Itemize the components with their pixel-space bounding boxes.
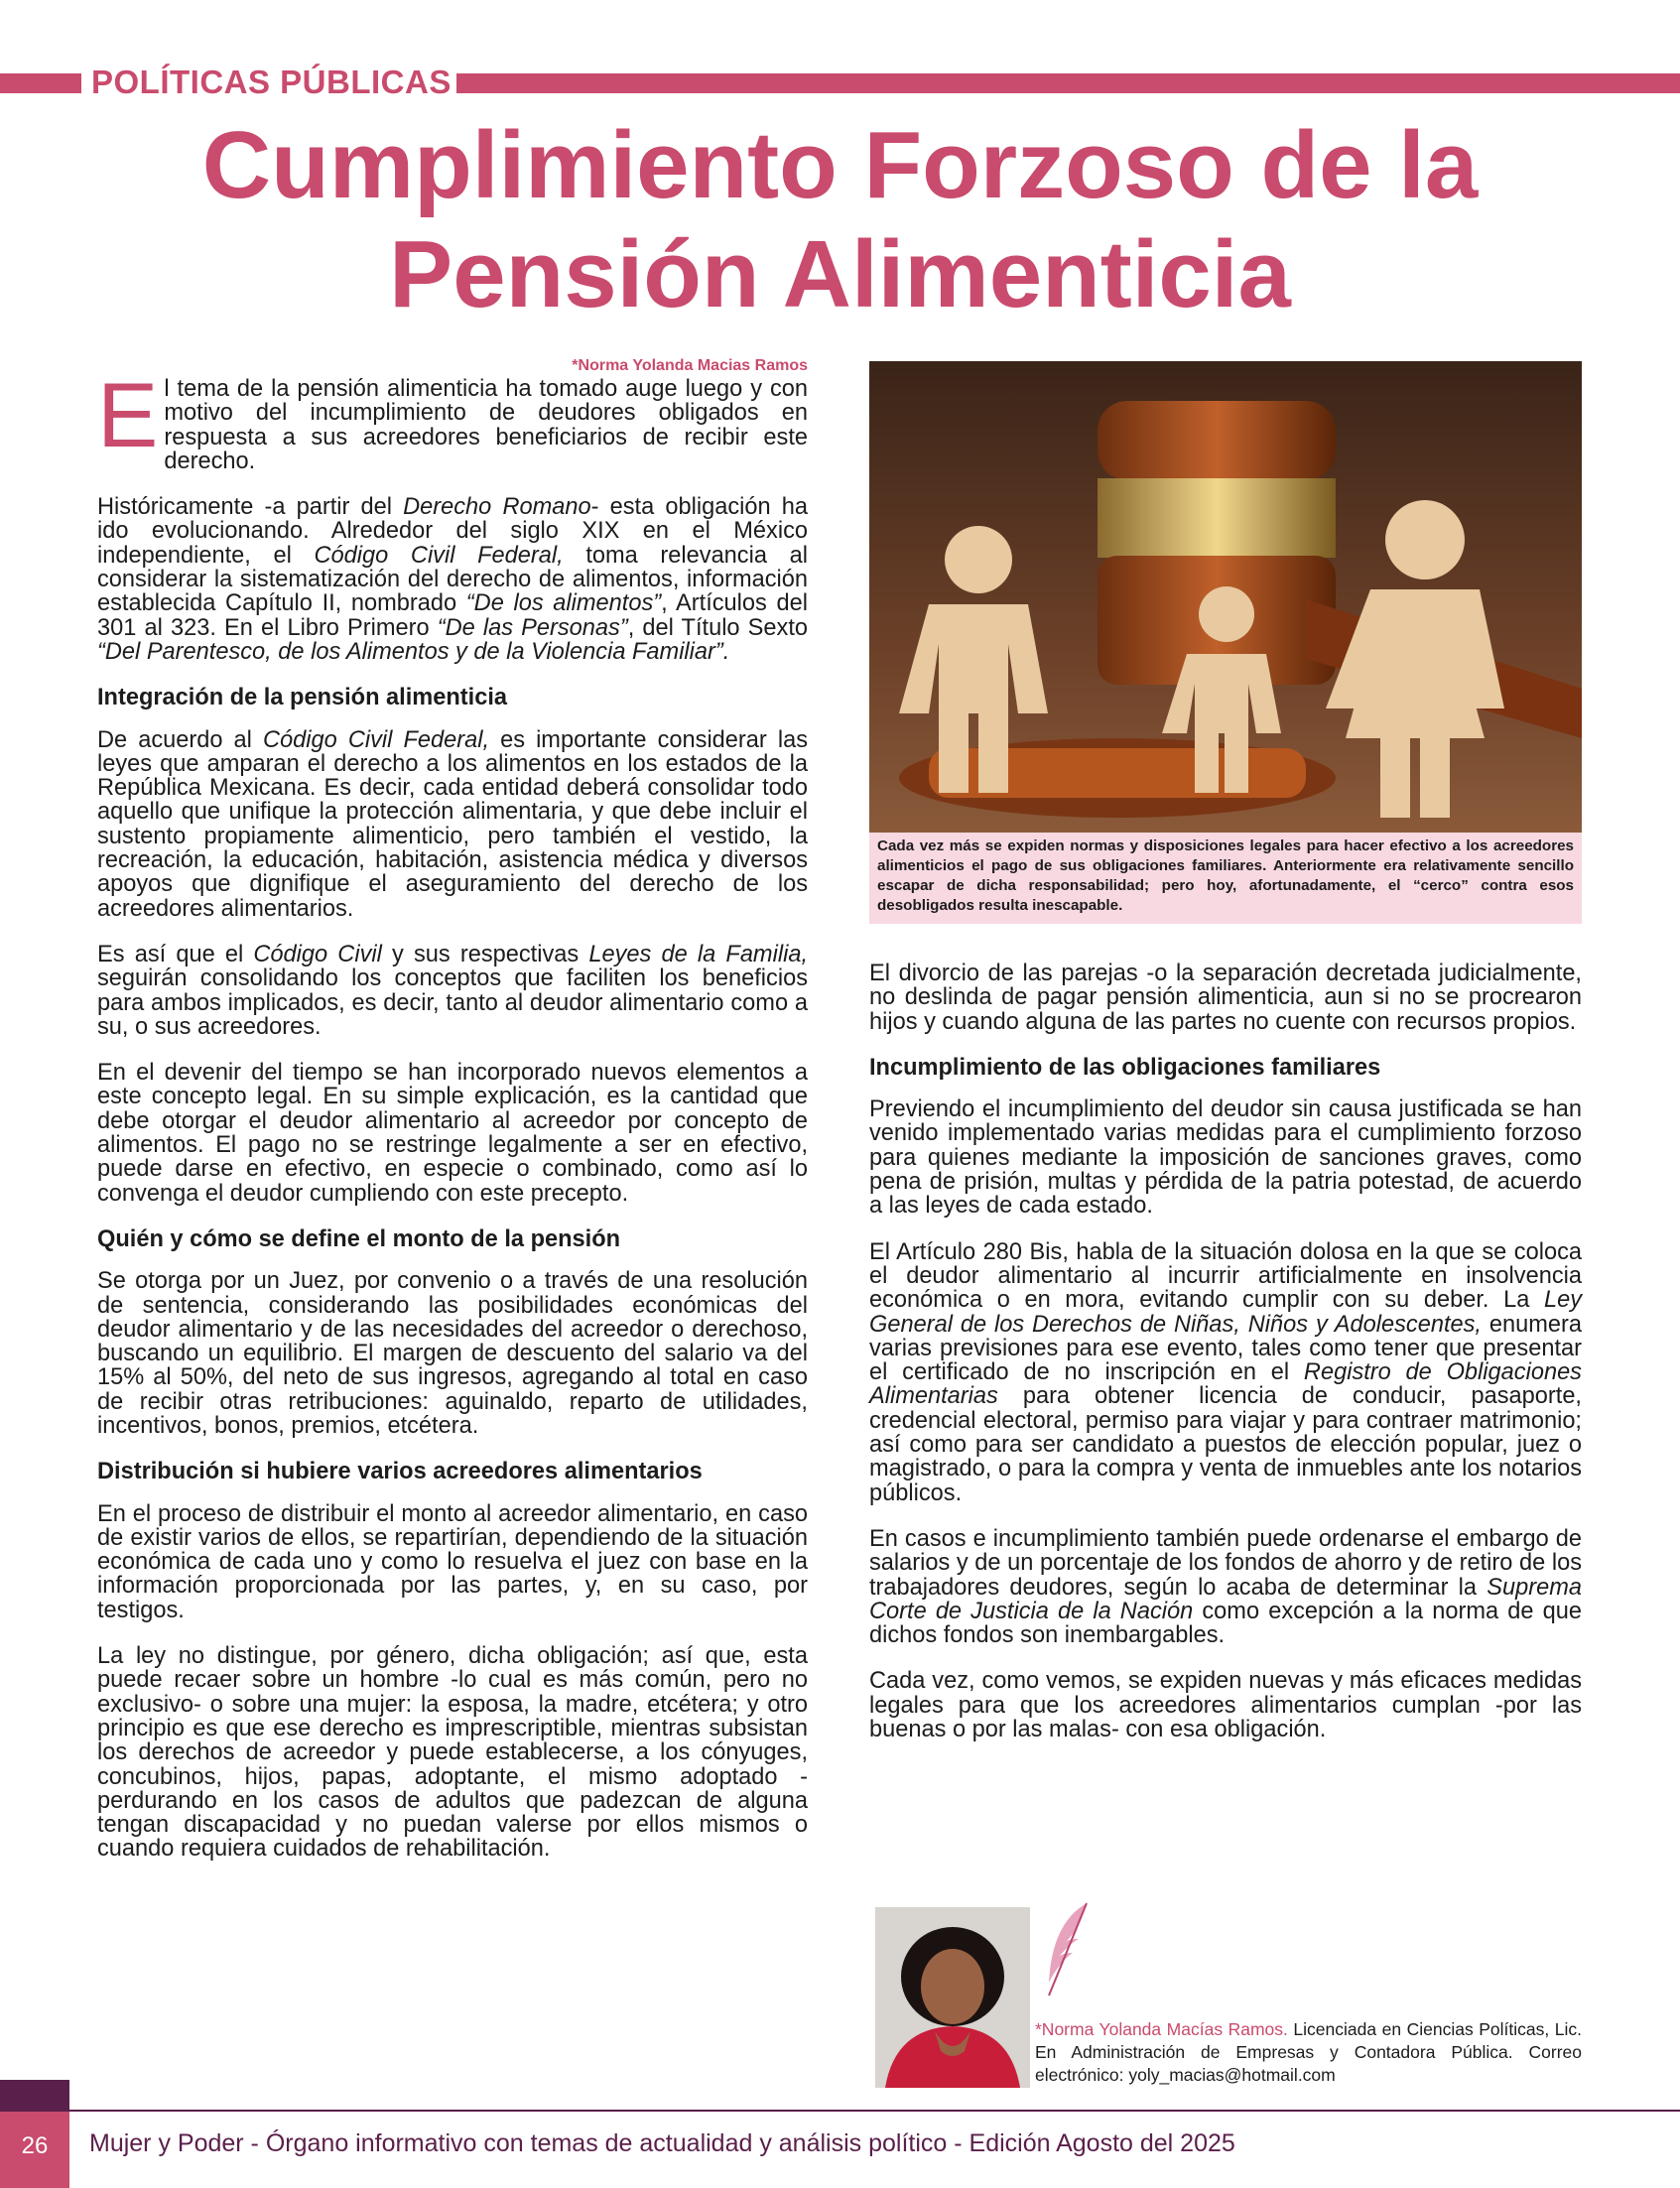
- embargo-paragraph: En casos e incumplimiento también puede ordenarse el embargo de salarios y de un porcentaje de los fondos de ahorro y de retiro de los trabajadores deudores, según lo acaba de determinar la Suprema Corte de Justicia de la Nación como excepción a la norma de que dichos fondos son inembargables.: [869, 1525, 1583, 1649]
- footer-accent: [0, 2080, 69, 2112]
- section-bar-right: [456, 73, 1680, 93]
- author-name: *Norma Yolanda Macías Ramos.: [1035, 2019, 1288, 2039]
- right-column: [869, 962, 1582, 1763]
- footer-rule: [69, 2110, 1680, 2112]
- genero-paragraph: La ley no distingue, por género, dicha obligación; así que, esta puede recaer sobre un hombre -lo cual es más común, pero no exclusivo- o sobre una mujer: la esposa, la madre, etcétera; y otro principio es que ese derecho es imprescriptible, mientras subsistan los derechos de acreedor y puede establecerse, a los cónyuges, concubinos, hijos, papas, adoptante, el mismo adoptado -perdurando en los casos de adultos que padezcan de alguna tengan discapacidad y no puedan valerse por ellos mismos o cuando requiera cuidados de rehabilitación.: [97, 1643, 808, 1863]
- title-line-1: Cumplimiento Forzoso de la: [201, 112, 1479, 218]
- author-photo: [875, 1907, 1030, 2088]
- author-bio: [1035, 2018, 1582, 2087]
- intro-text: l tema de la pensión alimenticia ha tomado auge luego y con motivo del incumplimiento de deudores obligados en respuesta a sus acreedores beneficiarios de recibir este derecho.: [164, 376, 808, 474]
- gavel-family-photo: [869, 361, 1582, 833]
- drop-cap: E: [97, 365, 159, 466]
- page-number: 26: [0, 2112, 69, 2188]
- byline: *Norma Yolanda Macias Ramos: [572, 357, 808, 374]
- conclusion-paragraph: Cada vez, como vemos, se expiden nuevas y más eficaces medidas legales para que los acreedores alimentarios cumplan -por las buenas o por las malas- con esa obligación.: [869, 1668, 1582, 1743]
- heading-monto: Quién y cómo se define el monto de la pensión: [97, 1225, 621, 1252]
- heading-incumplimiento: Incumplimiento de las obligaciones familiares: [869, 1054, 1381, 1081]
- previendo-paragraph: Previendo el incumplimiento del deudor sin causa justificada se han venido implementado varias medidas para el cumplimiento forzoso para quienes mediante la imposición de sanciones graves, como pena de prisión, multas y pérdida de la patria potestad, de acuerdo a las leyes de cada estado.: [869, 1096, 1582, 1220]
- author-description: Licenciada en Ciencias Políticas, Lic. En Administración de Empresas y Contadora Pública. Correo electrónico: yoly_macias@hotmail.com: [1035, 2019, 1582, 2085]
- section-bar-left: [0, 73, 81, 93]
- history-paragraph: Históricamente -a partir del Derecho Romano- esta obligación ha ido evolucionando. Alrededor del siglo XIX en el México independiente, el Código Civil Federal, toma relevancia al considerar la sistematización del derecho de alimentos, información establecida Capítulo II, nombrado “De los alimentos”, Artículos del 301 al 323. En el Libro Primero “De las Personas”, del Título Sexto “Del Parentesco, de los Alimentos y de la Violencia Familiar”.: [97, 494, 809, 665]
- photo-caption: Cada vez más se expiden normas y disposiciones legales para hacer efectivo a los acreedores alimenticios el pago de sus obligaciones familiares. Anteriormente era relativamente sencillo escapar de dicha responsabilidad; pero hoy, afortunadamente, el “cerco” contra esos desobligados resulta inescapable.: [869, 833, 1582, 924]
- codigo-paragraph: Es así que el Código Civil y sus respectivas Leyes de la Familia, seguirán consolidando los conceptos que faciliten los beneficios para ambos implicados, es decir, tanto al deudor alimentario como a su, o sus acreedores.: [97, 941, 808, 1040]
- divorcio-paragraph: El divorcio de las parejas -o la separación decretada judicialmente, no deslinda de pagar pensión alimenticia, aun si no se procrearon hijos y cuando alguna de las partes no cuente con recursos propios.: [869, 961, 1582, 1035]
- integracion-paragraph: De acuerdo al Código Civil Federal, es importante considerar las leyes que amparan el derecho a los alimentos en los estados de la República Mexicana. Es decir, cada entidad deberá consolidar todo aquello que unifique la protección alimentaria, y que debe incluir el sustento propiamente alimenticio, pero también el vestido, la recreación, la educación, habitación, asistencia médica y diversos apoyos que dignifique el aseguramiento del derecho de los acreedores alimentarios.: [97, 726, 808, 922]
- section-label: POLÍTICAS PÚBLICAS: [91, 64, 452, 100]
- page-title: [0, 111, 1680, 329]
- heading-distribucion: Distribución si hubiere varios acreedores alimentarios: [97, 1459, 703, 1485]
- articulo-paragraph: El Artículo 280 Bis, habla de la situación dolosa en la que se coloca el deudor alimentario al incurrir artificialmente en insolvencia económica o en mora, evitando cumplir con su deber. La Ley General de los Derechos de Niñas, Niños y Adolescentes, enumera varias previsiones para ese evento, tales como tener que presentar el certificado de no inscripción en el Registro de Obligaciones Alimentarias para obtener licencia de conducir, pasaporte, credencial electoral, permiso para viajar y para contraer matrimonio; así como para ser candidato a puestos de elección popular, juez o magistrado, o para la compra y venta de inmuebles ante los notarios públicos.: [869, 1238, 1582, 1506]
- quill-icon: [1037, 1901, 1097, 2000]
- monto-paragraph: Se otorga por un Juez, por convenio o a través de una resolución de sentencia, considerando las posibilidades económicas del deudor alimentario y de las necesidades del acreedor o derechoso, buscando un equilibrio. El margen de descuento del salario va del 15% al 50%, del neto de sus ingresos, agregando al total en caso de recibir otras retribuciones: aguinaldo, reparto de utilidades, incentivos, bonos, premios, etcétera.: [97, 1268, 808, 1439]
- distribucion-paragraph: En el proceso de distribuir el monto al acreedor alimentario, en caso de existir varios de ellos, se repartirían, dependiendo de la situación económica de cada uno y como lo resuelva el juez con base en la información proporcionada por las partes, y, en su caso, por testigos.: [97, 1500, 808, 1623]
- footer-text: Mujer y Poder - Órgano informativo con temas de actualidad y análisis político - Edición Agosto del 2025: [89, 2129, 1235, 2157]
- title-line-2: Pensión Alimenticia: [389, 221, 1291, 327]
- devenir-paragraph: En el devenir del tiempo se han incorporado nuevos elementos a este concepto legal. En su simple explicación, es la cantidad que debe otorgar el deudor alimentario al acreedor por concepto de alimentos. El pago no se restringe legalmente a ser en efectivo, puede darse en efectivo, en especie o combinado, como así lo convenga el deudor cumpliendo con este precepto.: [97, 1060, 808, 1207]
- heading-integracion: Integración de la pensión alimenticia: [97, 685, 507, 711]
